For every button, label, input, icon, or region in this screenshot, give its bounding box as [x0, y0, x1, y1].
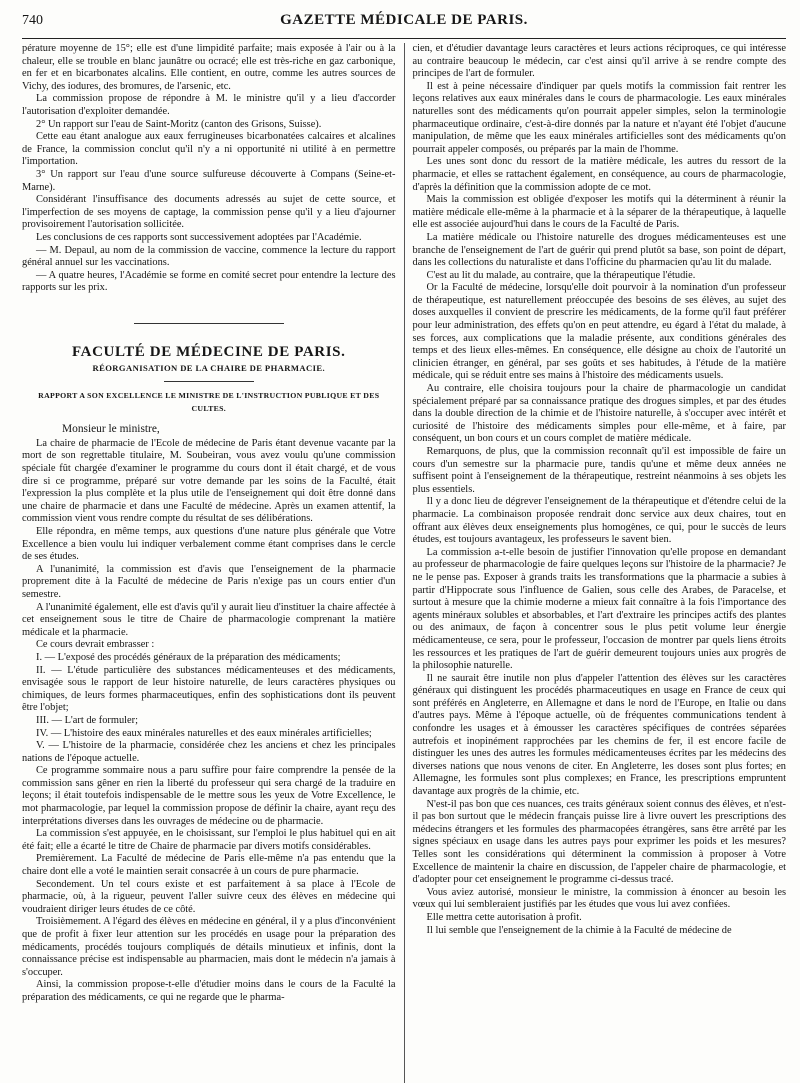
section-subtitle: RÉORGANISATION DE LA CHAIRE DE PHARMACIE. — [92, 363, 326, 374]
section-divider — [134, 323, 284, 324]
paragraph: Cette eau étant analogue aux eaux ferrugineuses bicarbonatées calcaires et alcalines de France, la commission conclut qu'il n'y a ni opportunité ni utilité à en permettre l'importation. — [22, 131, 396, 168]
paragraph: Mais la commission est obligée d'exposer les motifs qui la déterminent à réunir la matière médicale elle-même à la pharmacie et à la séparer de la thérapeutique, à laquelle elle est associée aujourd'hui dans le cours de la Faculté de Paris. — [412, 194, 786, 231]
paragraph: C'est au lit du malade, au contraire, que la thérapeutique l'étudie. — [426, 269, 696, 281]
paragraph: Or la Faculté de médecine, lorsqu'elle doit pourvoir à la nomination d'un professeur de thérapeutique, est naturellement préoccupée des besoins de ses élèves, au sujet des doses auxquelles il convient de prescrire les médicaments, de la forme qu'il faut préférer pour leur administration, des effets qu'on en peut attendre, eu égard à l'état du malade, à ses forces, aux complications que la maladie présente, aux conditions générales des temps et des lieux elles-mêmes. En conséquence, elle désigne au choix de l'autorité un clinicien étranger, en général, par ses goûts et ses habitudes, à l'étude de la matière médicale, qui se réduit entre ses mains à l'histoire des médicaments usuels. — [412, 282, 786, 382]
text-columns — [22, 43, 786, 1083]
paragraph: II. — L'étude particulière des substances médicamenteuses et des médicaments, envisagée sous le rapport de leur histoire naturelle, de leurs caractères physiques ou chimiques, de leurs formes pharmaceutiques, enfin des sophistications dont ils peuvent être l'objet; — [22, 664, 396, 714]
paragraph: La chaire de pharmacie de l'Ecole de médecine de Paris étant devenue vacante par la mort de son regrettable titulaire, M. Soubeiran, vous avez voulu qu'une commission spéciale fût chargée d'examiner le programme du cours dont il était chargé, et de vous dire si ce programme, préparé sur votre demande par les soins de la Faculté, était l'expression la plus complète et la plus utile de l'enseignement qui doit être donné dans une chaire de pharmacie et dans une Faculté de médecine. Après un examen attentif, la commission vient vous rendre compte du résultat de ses délibérations. — [22, 437, 396, 525]
journal-title: GAZETTE MÉDICALE DE PARIS. — [280, 12, 528, 28]
section-title: FACULTÉ DE MÉDECINE DE PARIS. — [72, 343, 346, 360]
left-column — [22, 43, 404, 1083]
address-line: RAPPORT A SON EXCELLENCE LE MINISTRE DE L'INSTRUCTION PUBLIQUE ET DES CULTES. — [38, 391, 380, 413]
paragraph: La commission a-t-elle besoin de justifier l'innovation qu'elle propose en demandant au professeur de pharmacologie de faire quelques leçons sur l'histoire de la pharmacie? Je ne le pense pas. Exposer à grands traits les transformations que la pharmacie a subies à partir d'Hippocrate sous l'influence de Galien, sous celle des Arabes, de Paracelse, et surtout à mesure que la chimie moderne a mieux fait connaître à la fois l'importance des agents minéraux solubles et absorbables, et l'art d'extraire les principes actifs des plantes ou des animaux, de façon à concentrer sous le plus petit volume leur énergie médicamenteuse, ce sera, pour le professeur, l'occasion de montrer par quels liens étroits les ressources et les pratiques de l'art de guérir demeurent toujours unies aux progrès de la philosophie naturelle. — [412, 546, 786, 672]
paragraph: Elle mettra cette autorisation à profit. — [426, 911, 582, 923]
paragraph: Elle répondra, en même temps, aux questions d'une nature plus générale que Votre Excellence a bien voulu lui indiquer verbalement comme étant comprises dans le cercle de ses études. — [22, 526, 396, 563]
paragraph: Remarquons, de plus, que la commission reconnaît qu'il est impossible de faire un cours d'un semestre sur la pharmacie pure, tandis qu'une et même deux années ne suffisent point à l'enseignement de la thérapeutique, restreint néanmoins à ses objets les plus essentiels. — [412, 446, 786, 495]
paragraph: Il est à peine nécessaire d'indiquer par quels motifs la commission fait rentrer les leçons relatives aux eaux minérales dans le cours de pharmacologie. Les eaux minérales naturelles sont des médicaments qu'on pourrait appeler simples, selon la terminologie pharmaceutique ordinaire, c'est-à-dire donnés par la nature et n'ayant été l'objet d'aucune manipulation, de même que les eaux minérales artificielles sont des médicaments qu'on pourrait appeler composés, ou préparés par la main de l'homme. — [412, 80, 786, 155]
paragraph: La commission s'est appuyée, en le choisissant, sur l'emploi le plus habituel qui en ait été fait; elle a écarté le titre de Chaire de pharmacie par divers motifs considérables. — [22, 828, 396, 852]
paragraph: V. — L'histoire de la pharmacie, considérée chez les anciens et chez les principales nations de l'époque actuelle. — [22, 740, 396, 764]
paragraph: Il lui semble que l'enseignement de la chimie à la Faculté de médecine de — [426, 924, 732, 936]
paragraph: pérature moyenne de 15°; elle est d'une limpidité parfaite; mais exposée à l'air ou à la chaleur, elle se trouble en blanc jaunâtre ou ocracé; elle est très-riche en gaz carbonique, en fer et en bicarbonates alcalins. Elle contient, en outre, comme les autres sources de Vichy, des iodures, des bromures, de l'arsenic, etc. — [22, 43, 396, 92]
paragraph: Premièrement. La Faculté de médecine de Paris elle-même n'a pas entendu que la chaire dont elle a voté le maintien serait consacrée à un cours de pure pharmacie. — [22, 853, 396, 878]
paragraph: La matière médicale ou l'histoire naturelle des drogues médicamenteuses est une branche de l'enseignement de l'art de guérir qui prend plutôt sa base, son point de départ, dans les collections du naturaliste et dans l'officine du pharmacien qu'au lit du malade. — [412, 231, 786, 269]
paragraph: Considérant l'insuffisance des documents adressés au sujet de cette source, et l'imperfection de ses moyens de captage, la commission pense qu'il y a lieu d'ajourner provisoirement l'autorisation sollicitée. — [22, 194, 396, 231]
paragraph: N'est-il pas bon que ces nuances, ces traits généraux soient connus des élèves, et n'est-il pas bon surtout que le médecin français puisse lire à livre ouvert les prescriptions des médecins étrangers et les formules des pharmacopées étrangères, sans être arrêté par les signes spéciaux en usage dans les autres pays pour exprimer les poids et les mesures? Telles sont les considérations qui déterminent la commission à proposer à Votre Excellence de maintenir la chaire en discussion, de l'appeler chaire de pharmacologie, et d'adopter pour cet enseignement le programme ci-dessus tracé. — [412, 798, 786, 886]
paragraph: Ce programme sommaire nous a paru suffire pour faire comprendre la pensée de la commission sans gêner en rien la liberté du professeur qui sera chargé de la traduire en leçons; il était toutefois indispensable de le mettre sous les yeux de Votre Excellence, le mot pharmacologie, par lequel la commission propose de définir la chaire, ayant reçu des interprétations diverses dans les ouvrages de médecine ou de pharmacie. — [22, 765, 396, 827]
paragraph: Il y a donc lieu de dégrever l'enseignement de la thérapeutique et d'étendre celui de la pharmacie. La combinaison proposée rendrait donc service aux deux chaires, tout en offrant aux élèves deux enseignements plus homogènes, ce qui, pour le succès de leurs études, est toujours avantageux, les professeurs le savent bien. — [412, 496, 786, 546]
paragraph: A l'unanimité, la commission est d'avis que l'enseignement de la pharmacie proprement dite à la Faculté de médecine de Paris n'exige pas un cours entier d'un semestre. — [22, 563, 396, 600]
salutation: Monsieur le ministre, — [62, 423, 160, 436]
paragraph: Secondement. Un tel cours existe et est parfaitement à sa place à l'Ecole de pharmacie, où, à la rigueur, peuvent l'aller suivre ceux des élèves en médecine qui voudraient diriger leurs études de ce côté. — [22, 878, 396, 915]
paragraph: Au contraire, elle choisira toujours pour la chaire de pharmacologie un candidat spécialement préparé par sa connaissance pratique des drogues simples, et par des études dans la double direction de la chimie et de l'histoire naturelle, à s'occuper avec intérêt et curiosité de l'histoire des médicaments simples pour elle-même, et à faire, par conséquent, un bon cours et un cours complet de matière médicale. — [412, 383, 786, 445]
paragraph: Les conclusions de ces rapports sont successivement adoptées par l'Académie. — [36, 231, 362, 243]
paragraph: cien, et d'étudier davantage leurs caractères et leurs actions réciproques, ce qui intéresse au contraire beaucoup le médecin, car c'est ainsi qu'il arrive à se rendre compte des principes de l'art de formuler. — [412, 43, 786, 80]
paragraph: 2° Un rapport sur l'eau de Saint-Moritz (canton des Grisons, Suisse). — [36, 118, 322, 130]
paragraph: Ce cours devrait embrasser : — [36, 639, 155, 651]
paragraph: Il ne saurait être inutile non plus d'appeler l'attention des élèves sur les caractères généraux qui distinguent les procédés pharmaceutiques en usage en France de ceux qui sont préférés en Angleterre, en Allemagne et dans le nord de l'Europe, en Italie ou dans d'autres pays. Même à l'époque actuelle, où de fréquentes communications tendent à confondre les usages et à émousser les caractères spécifiques de contrées séparées autrefois et inopinément rapprochées par les chemins de fer, il est encore facile de distinguer les unes des autres les formules médicamenteuses écrites par les médecins des diverses nations que nous venons de citer. En Angleterre, les doses sont plus fortes; en Allemagne, les formules sont plus complexes; en France, les prescriptions empruntent davantage aux progrès de la chimie, etc. — [412, 672, 786, 798]
right-column — [404, 43, 787, 1083]
paragraph: I. — L'exposé des procédés généraux de la préparation des médicaments; — [36, 651, 341, 663]
page-number: 740 — [22, 13, 43, 28]
subtitle-rule — [164, 381, 254, 382]
paragraph: Vous aviez autorisé, monsieur le ministre, la commission à énoncer au besoin les vœux qui lui sembleraient justifiés par les études que vous lui avez confiées. — [412, 886, 786, 911]
paragraph: IV. — L'histoire des eaux minérales naturelles et des eaux minérales artificielles; — [36, 727, 372, 739]
paragraph: III. — L'art de formuler; — [36, 714, 138, 726]
page-header — [22, 12, 786, 39]
paragraph: — A quatre heures, l'Académie se forme en comité secret pour entendre la lecture des rapports sur les prix. — [22, 269, 396, 294]
paragraph: Les unes sont donc du ressort de la matière médicale, les autres du ressort de la pharmacie, et elles se rattachent également, en conséquence, au cours de pharmacologie, d'après la définition que la commission adopte de ce mot. — [412, 156, 786, 193]
paragraph: 3° Un rapport sur l'eau d'une source sulfureuse découverte à Compans (Seine-et-Marne). — [22, 168, 396, 193]
paragraph: La commission propose de répondre à M. le ministre qu'il y a lieu d'accorder l'autorisation d'exploiter demandée. — [22, 93, 396, 117]
paragraph: Troisièmement. A l'égard des élèves en médecine en général, il y a plus d'inconvénient que de profit à fixer leur attention sur les procédés en usage pour la préparation des médicaments, procédés toujours compliqués de détails minutieux et infinis, dont la connaissance précise est indispensable au pharmacien, mais dont le médecin n'a jamais à s'occuper. — [22, 916, 396, 978]
paragraph: A l'unanimité également, elle est d'avis qu'il y aurait lieu d'instituer la chaire affectée à cet enseignement sous le titre de Chaire de pharmacologie comprenant la matière médicale et la pharmacie. — [22, 601, 396, 638]
paragraph: Ainsi, la commission propose-t-elle d'étudier moins dans le cours de la Faculté la préparation des médicaments, ce qui ne regarde que le pharma- — [22, 979, 396, 1003]
paragraph: — M. Depaul, au nom de la commission de vaccine, commence la lecture du rapport général annuel sur les vaccinations. — [22, 244, 396, 269]
